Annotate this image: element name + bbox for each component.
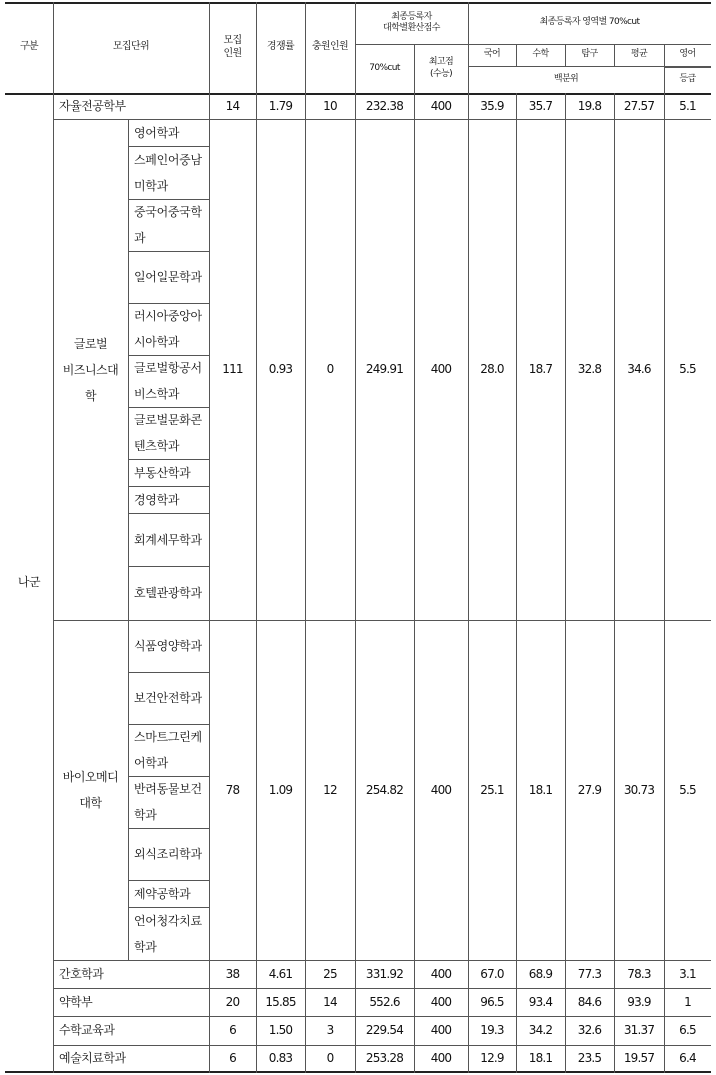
- korean-value: 35.9: [480, 98, 504, 113]
- extra-value: 10: [323, 98, 337, 113]
- korean-value: 25.1: [480, 782, 504, 797]
- header-english: 영어: [679, 49, 696, 60]
- quota-value: 6: [229, 1023, 236, 1037]
- header-extra: 충원인원: [311, 41, 349, 53]
- college-name: 바이오메디 대학: [62, 770, 119, 810]
- korean-value: 12.9: [480, 1050, 504, 1065]
- cut70-value: 331.92: [365, 966, 404, 981]
- cut70-value: 552.6: [369, 994, 400, 1009]
- header-ratio: 경쟁률: [266, 41, 295, 53]
- max-value: 400: [430, 98, 452, 113]
- english-value: 5.1: [679, 98, 696, 113]
- korean-value: 67.0: [480, 966, 504, 981]
- department-name: 호텔관광학과: [134, 586, 202, 600]
- extra-value: 3: [326, 1023, 334, 1037]
- average-value: 19.57: [623, 1050, 655, 1065]
- cut70-value: 249.91: [365, 362, 404, 376]
- header-korean: 국어: [483, 49, 501, 60]
- department-name: 회계세무학과: [134, 532, 202, 547]
- unit-name: 수학교육과: [59, 1023, 115, 1037]
- inquiry-value: 32.6: [577, 1023, 602, 1037]
- max-value: 400: [430, 1023, 452, 1037]
- group-label: 나군: [17, 574, 41, 589]
- header-percentile: 백분위: [553, 73, 579, 84]
- department-name: 식품영양학과: [134, 639, 202, 653]
- korean-value: 96.5: [480, 994, 504, 1009]
- unit-name: 예술치료학과: [59, 1050, 126, 1065]
- average-value: 93.9: [627, 994, 651, 1009]
- english-value: 5.5: [679, 782, 696, 797]
- inquiry-value: 77.3: [577, 966, 602, 981]
- inquiry-value: 23.5: [577, 1050, 602, 1065]
- cut70-value: 229.54: [365, 1023, 404, 1037]
- average-value: 30.73: [623, 782, 655, 797]
- header-quota: 모집 인원: [223, 35, 242, 59]
- header-math: 수학: [532, 49, 549, 60]
- header-max: 최고점 (수능): [428, 57, 454, 79]
- extra-value: 0: [326, 1050, 334, 1065]
- ratio-value: 1.50: [268, 1023, 293, 1037]
- header-unit: 모집단위: [112, 41, 150, 53]
- ratio-value: 15.85: [265, 994, 296, 1009]
- quota-value: 38: [225, 966, 240, 981]
- quota-value: 78: [225, 782, 240, 797]
- ratio-value: 1.79: [268, 98, 293, 113]
- math-value: 18.7: [528, 362, 553, 376]
- ratio-value: 4.61: [268, 966, 293, 981]
- extra-value: 0: [326, 362, 334, 376]
- cut70-value: 232.38: [365, 98, 404, 113]
- average-value: 34.6: [627, 362, 651, 376]
- quota-value: 111: [222, 362, 243, 376]
- math-value: 68.9: [528, 966, 553, 981]
- college-name: 글로벌 비즈니스대 학: [62, 336, 119, 403]
- english-value: 5.5: [679, 362, 696, 376]
- department-name: 러시아중앙아시아학과: [134, 309, 202, 349]
- korean-value: 28.0: [480, 362, 504, 376]
- math-value: 18.1: [528, 782, 553, 797]
- inquiry-value: 84.6: [577, 994, 602, 1009]
- table-bottom-border: [5, 1071, 711, 1073]
- unit-name: 간호학과: [59, 966, 104, 981]
- header-average: 평균: [630, 49, 648, 60]
- unit-name: 자율전공학부: [59, 98, 126, 113]
- max-value: 400: [430, 1050, 452, 1065]
- extra-value: 12: [323, 782, 337, 797]
- department-name: 스마트그린케어학과: [134, 730, 202, 770]
- header-grade: 등급: [679, 74, 696, 85]
- header-inquiry: 탐구: [581, 49, 598, 60]
- math-value: 93.4: [528, 994, 553, 1009]
- extra-value: 14: [323, 994, 337, 1009]
- average-value: 31.37: [623, 1023, 655, 1037]
- max-value: 400: [430, 782, 452, 797]
- ratio-value: 0.93: [268, 362, 293, 376]
- department-name: 글로벌항공서비스학과: [134, 361, 202, 401]
- department-name: 글로벌문화콘텐츠학과: [134, 413, 202, 453]
- english-value: 1: [684, 994, 691, 1009]
- average-value: 27.57: [623, 98, 655, 113]
- department-name: 언어청각치료학과: [134, 913, 202, 954]
- department-name: 제약공학과: [134, 886, 191, 901]
- inquiry-value: 27.9: [577, 782, 602, 797]
- ratio-value: 1.09: [268, 782, 293, 797]
- department-name: 보건안전학과: [134, 691, 202, 705]
- department-name: 영어학과: [134, 125, 180, 140]
- average-value: 78.3: [627, 966, 651, 981]
- max-value: 400: [430, 966, 452, 981]
- header-final-converted: 최종등록자 대학별환산점수: [383, 11, 440, 33]
- department-name: 중국어중국학과: [134, 205, 202, 245]
- inquiry-value: 32.8: [577, 362, 602, 376]
- header-group: 구분: [19, 41, 39, 53]
- inquiry-value: 19.8: [577, 98, 602, 113]
- department-name: 부동산학과: [134, 465, 191, 480]
- extra-value: 25: [323, 966, 337, 981]
- cut70-value: 254.82: [365, 782, 404, 797]
- math-value: 35.7: [528, 98, 553, 113]
- department-name: 일어일문학과: [134, 270, 202, 284]
- quota-value: 6: [229, 1050, 236, 1065]
- english-value: 3.1: [679, 966, 696, 981]
- quota-value: 20: [225, 994, 240, 1009]
- english-value: 6.5: [679, 1023, 696, 1037]
- max-value: 400: [430, 362, 452, 376]
- header-final-area: 최종등록자 영역별 70%cut: [539, 17, 640, 28]
- department-name: 외식조리학과: [134, 847, 202, 861]
- department-name: 반려동물보건학과: [134, 782, 202, 822]
- math-value: 18.1: [528, 1050, 553, 1065]
- header-cut70: 70%cut: [369, 62, 400, 73]
- max-value: 400: [430, 994, 452, 1009]
- department-name: 경영학과: [134, 492, 180, 507]
- department-name: 스페인어중남미학과: [134, 152, 202, 193]
- cut70-value: 253.28: [365, 1050, 404, 1065]
- unit-name: 약학부: [59, 994, 93, 1009]
- ratio-value: 0.83: [268, 1050, 293, 1065]
- quota-value: 14: [225, 98, 240, 113]
- korean-value: 19.3: [480, 1023, 504, 1037]
- english-value: 6.4: [679, 1050, 696, 1065]
- math-value: 34.2: [528, 1023, 553, 1037]
